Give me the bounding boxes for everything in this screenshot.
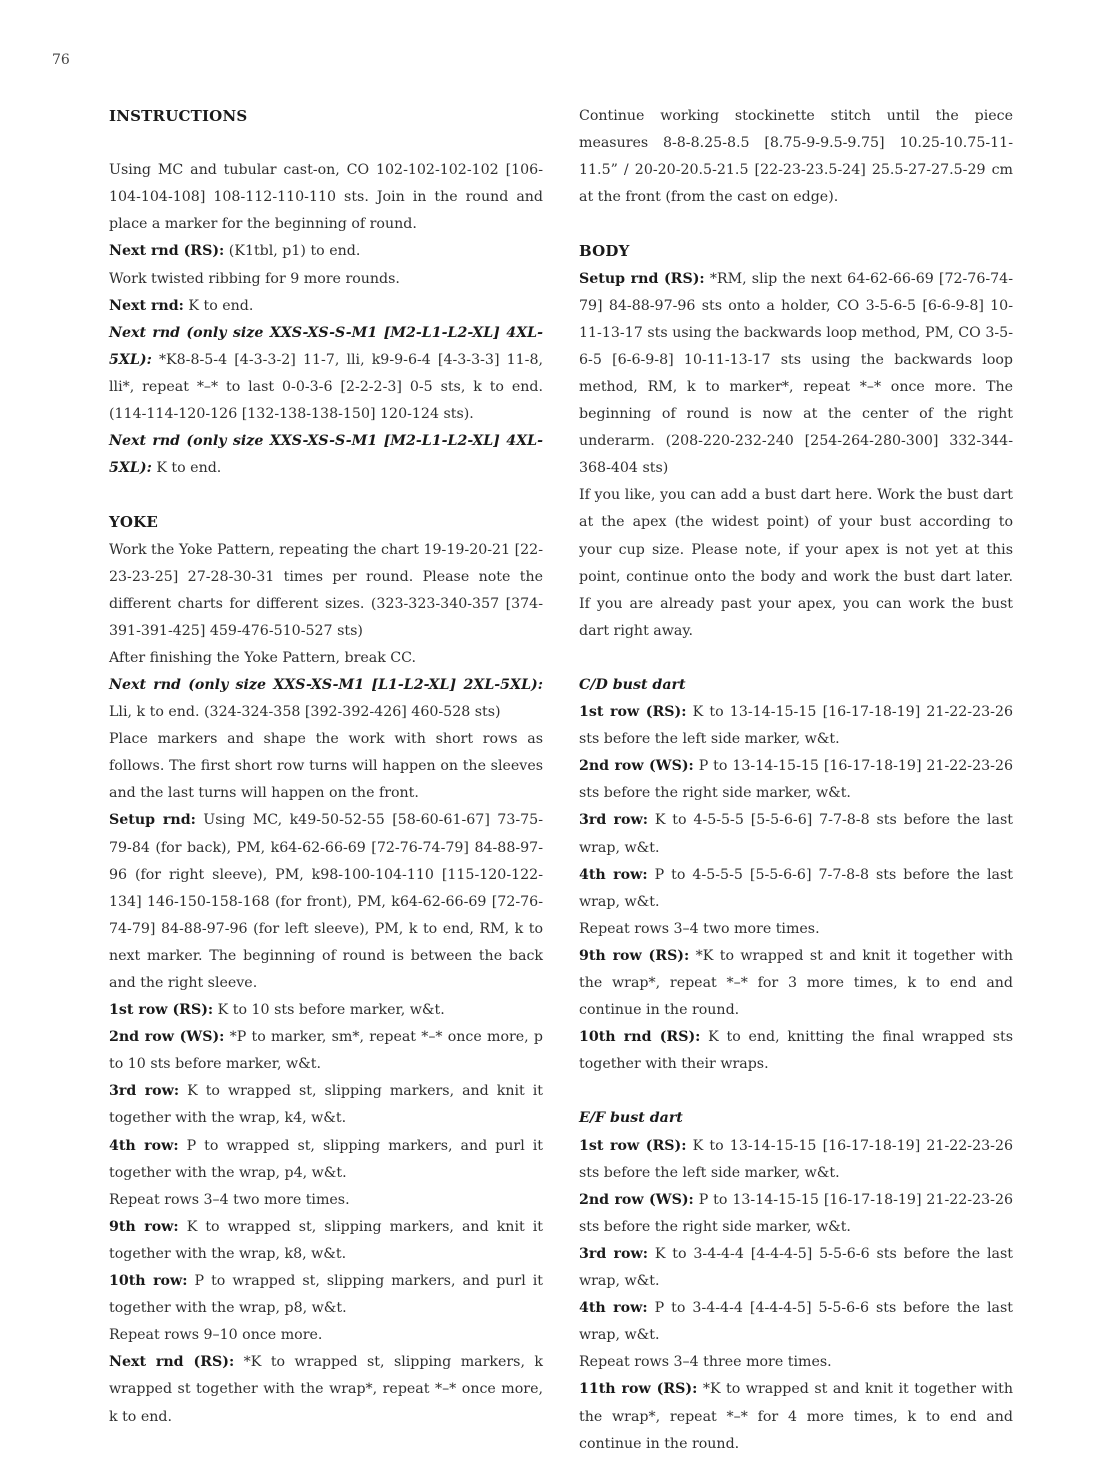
row-text: K to 3-4-4-4 [4-4-4-5] 5-5-6-6 sts before the last wrap, w&t.: [579, 1245, 1013, 1290]
row-text: P to wrapped st, slipping markers, and purl it together with the wrap, p4, w&t.: [109, 1137, 543, 1181]
cd-bust-dart-heading: C/D bust dart: [579, 676, 686, 693]
row-label: 2nd row (WS):: [109, 1029, 225, 1046]
row-text: K to end.: [183, 297, 254, 314]
body-heading: BODY: [579, 242, 630, 261]
repeat-note: Repeat rows 3–4 two more times.: [109, 1191, 350, 1208]
instruction-line: [109, 320, 543, 428]
instruction-line: [579, 1295, 1013, 1349]
row-label: 1st row (RS):: [579, 704, 687, 721]
row-text: P to 4-5-5-5 [5-5-6-6] 7-7-8-8 sts before the last wrap, w&t.: [579, 866, 1013, 910]
row-label: 4th row:: [579, 866, 648, 883]
row-text: Using MC, k49-50-52-55 [58-60-61-67] 73-75-79-84 (for back), PM, k64-62-66-69 [72-76-74-79] 84-88-97-96 (for right sleeve), PM, k98-100-104-110 [115-120-122-134] 146-150-158-168 (for front), PM, k64-62-66-69 [72-76-74-79] 84-88-97-96 (for left sleeve), PM, k to end, RM, k to next marker. The beginning of round is between the back and the right sleeve.: [109, 812, 543, 991]
instructions-heading: INSTRUCTIONS: [109, 107, 248, 125]
bust-dart-note: If you like, you can add a bust dart here. Work the bust dart at the apex (the widest point) of your bust according to your cup size. Please note, if your apex is not yet at this point, continue onto the body and work the bust dart later. If you are already past your apex, you can work the bust dart right away.: [579, 487, 1013, 639]
repeat-note: Repeat rows 9–10 once more.: [109, 1327, 323, 1344]
instruction-line: [109, 997, 543, 1024]
row-label: Setup rnd:: [109, 812, 196, 829]
instruction-line: [579, 1024, 1013, 1078]
instruction-line: [579, 1241, 1013, 1295]
instruction-line: [109, 1214, 543, 1268]
row-text: P to wrapped st, slipping markers, and purl it together with the wrap, p8, w&t.: [109, 1273, 543, 1317]
ribbing-paragraph: Work twisted ribbing for 9 more rounds.: [109, 270, 400, 287]
row-label: Next rnd (only size XXS-XS-S-M1 [M2-L1-L2-XL] 4XL-5XL):: [109, 433, 543, 477]
row-text: (K1tbl, p1) to end.: [224, 243, 361, 260]
instruction-line: [109, 672, 543, 726]
instruction-line: [109, 1078, 543, 1132]
instruction-line: [579, 266, 1013, 483]
row-label: 9th row (RS):: [579, 947, 690, 964]
row-label: Next rnd (RS):: [109, 243, 225, 260]
row-label: 10th rnd (RS):: [579, 1029, 701, 1046]
row-label: 1st row (RS):: [109, 1002, 214, 1019]
instruction-line: [109, 238, 543, 265]
row-label: 10th row:: [109, 1273, 188, 1290]
row-label: 9th row:: [109, 1218, 179, 1235]
yoke-paragraph: Work the Yoke Pattern, repeating the chart 19-19-20-21 [22-23-23-25] 27-28-30-31 times per round. Please note the different charts for different sizes. (323-323-340-357 [374-391-391-425] 459-476-510-527 sts): [109, 541, 543, 639]
yoke-paragraph: Place markers and shape the work with short rows as follows. The first short row turns will happen on the sleeves and the last turns will happen on the front.: [109, 731, 543, 802]
instruction-line: [579, 1187, 1013, 1241]
instruction-line: [109, 428, 543, 482]
instruction-line: [579, 1376, 1013, 1457]
row-text: K to end.: [151, 460, 222, 477]
stockinette-paragraph: Continue working stockinette stitch until the piece measures 8-8-8.25-8.5 [8.75-9-9.5-9.75] 10.25-10.75-11-11.5” / 20-20-20.5-21.5 [22-23-23.5-24] 25.5-27-27.5-29 cm at the front (from the cast on edge).: [579, 108, 1013, 206]
ef-bust-dart-heading: E/F bust dart: [579, 1110, 683, 1127]
yoke-paragraph: After finishing the Yoke Pattern, break CC.: [109, 649, 417, 666]
instruction-line: [109, 1268, 543, 1322]
row-label: 11th row (RS):: [579, 1381, 698, 1398]
row-label: Next rnd (only size XXS-XS-S-M1 [M2-L1-L2-XL] 4XL-5XL):: [109, 324, 543, 368]
instruction-line: [579, 1133, 1013, 1187]
row-label: 1st row (RS):: [579, 1137, 687, 1154]
row-text: P to 13-14-15-15 [16-17-18-19] 21-22-23-26 sts before the right side marker, w&t.: [579, 1191, 1013, 1235]
row-label: Next rnd:: [109, 297, 184, 314]
row-text: *K to wrapped st, slipping markers, k wrapped st together with the wrap*, repeat *–* once more, k to end.: [109, 1354, 544, 1425]
row-label: 4th row:: [109, 1137, 179, 1154]
left-column: [109, 103, 543, 1431]
instruction-line: [109, 1024, 543, 1078]
right-column: [579, 103, 1013, 1458]
row-text: P to 3-4-4-4 [4-4-4-5] 5-5-6-6 sts before the last wrap, w&t.: [579, 1300, 1013, 1344]
row-label: Setup rnd (RS):: [579, 270, 705, 287]
row-text: Lli, k to end. (324-324-358 [392-392-426] 460-528 sts): [109, 704, 501, 721]
row-label: Next rnd (RS):: [109, 1354, 235, 1371]
instruction-line: [109, 293, 543, 320]
repeat-note: Repeat rows 3–4 three more times.: [579, 1354, 832, 1371]
yoke-heading: YOKE: [109, 513, 159, 532]
repeat-note: Repeat rows 3–4 two more times.: [579, 920, 820, 937]
row-label: 4th row:: [579, 1300, 648, 1317]
row-text: *P to marker, sm*, repeat *–* once more, p to 10 sts before marker, w&t.: [109, 1029, 543, 1073]
instruction-line: [109, 1349, 543, 1430]
row-text: K to 10 sts before marker, w&t.: [213, 1002, 445, 1019]
row-label: 3rd row:: [579, 1245, 648, 1262]
instruction-line: [579, 699, 1013, 753]
row-text: K to end, knitting the final wrapped sts together with their wraps.: [579, 1029, 1013, 1073]
row-text: *K8-8-5-4 [4-3-3-2] 11-7, lli, k9-9-6-4 [4-3-3-3] 11-8, lli*, repeat *–* to last 0-0-3-6 [2-2-2-3] 0-5 sts, k to end. (114-114-120-126 [132-138-138-150] 120-124 sts).: [109, 351, 543, 423]
row-text: *RM, slip the next 64-62-66-69 [72-76-74-79] 84-88-97-96 sts onto a holder, CO 3-5-6-5 [6-6-9-8] 10-11-13-17 sts using the backwards loop method, PM, CO 3-5-6-5 [6-6-9-8] 10-11-13-17 sts using the backwards loop method, RM, k to marker*, repeat *–* once more. The beginning of round is now at the center of the right underarm. (208-220-232-240 [254-264-280-300] 332-344-368-404 sts): [579, 270, 1013, 477]
row-text: P to 13-14-15-15 [16-17-18-19] 21-22-23-26 sts before the right side marker, w&t.: [579, 758, 1013, 802]
row-text: K to 13-14-15-15 [16-17-18-19] 21-22-23-26 sts before the left side marker, w&t.: [579, 704, 1013, 748]
instruction-line: [109, 1133, 543, 1187]
instruction-line: [579, 753, 1013, 807]
row-label: 3rd row:: [579, 812, 648, 829]
row-text: K to wrapped st, slipping markers, and knit it together with the wrap, k4, w&t.: [109, 1083, 543, 1127]
instruction-line: [109, 807, 543, 997]
row-text: K to 4-5-5-5 [5-5-6-6] 7-7-8-8 sts before the last wrap, w&t.: [579, 812, 1013, 856]
row-label: 2nd row (WS):: [579, 1191, 694, 1208]
row-text: *K to wrapped st and knit it together with the wrap*, repeat *–* for 4 more times, k to end and continue in the round.: [579, 1381, 1013, 1452]
instruction-line: [579, 807, 1013, 861]
row-label: 3rd row:: [109, 1083, 180, 1100]
row-text: *K to wrapped st and knit it together with the wrap*, repeat *–* for 3 more times, k to end and continue in the round.: [579, 947, 1013, 1019]
row-text: K to 13-14-15-15 [16-17-18-19] 21-22-23-26 sts before the left side marker, w&t.: [579, 1137, 1013, 1181]
page-number: 76: [52, 52, 70, 68]
instruction-line: [579, 862, 1013, 916]
row-text: K to wrapped st, slipping markers, and knit it together with the wrap, k8, w&t.: [109, 1218, 543, 1262]
row-label: 2nd row (WS):: [579, 758, 694, 775]
instruction-line: [579, 943, 1013, 1024]
cast-on-paragraph: Using MC and tubular cast-on, CO 102-102-102-102 [106-104-104-108] 108-112-110-110 sts. Join in the round and place a marker for the beginning of round.: [109, 162, 543, 233]
row-label: Next rnd (only size XXS-XS-M1 [L1-L2-XL] 2XL-5XL):: [109, 676, 543, 693]
